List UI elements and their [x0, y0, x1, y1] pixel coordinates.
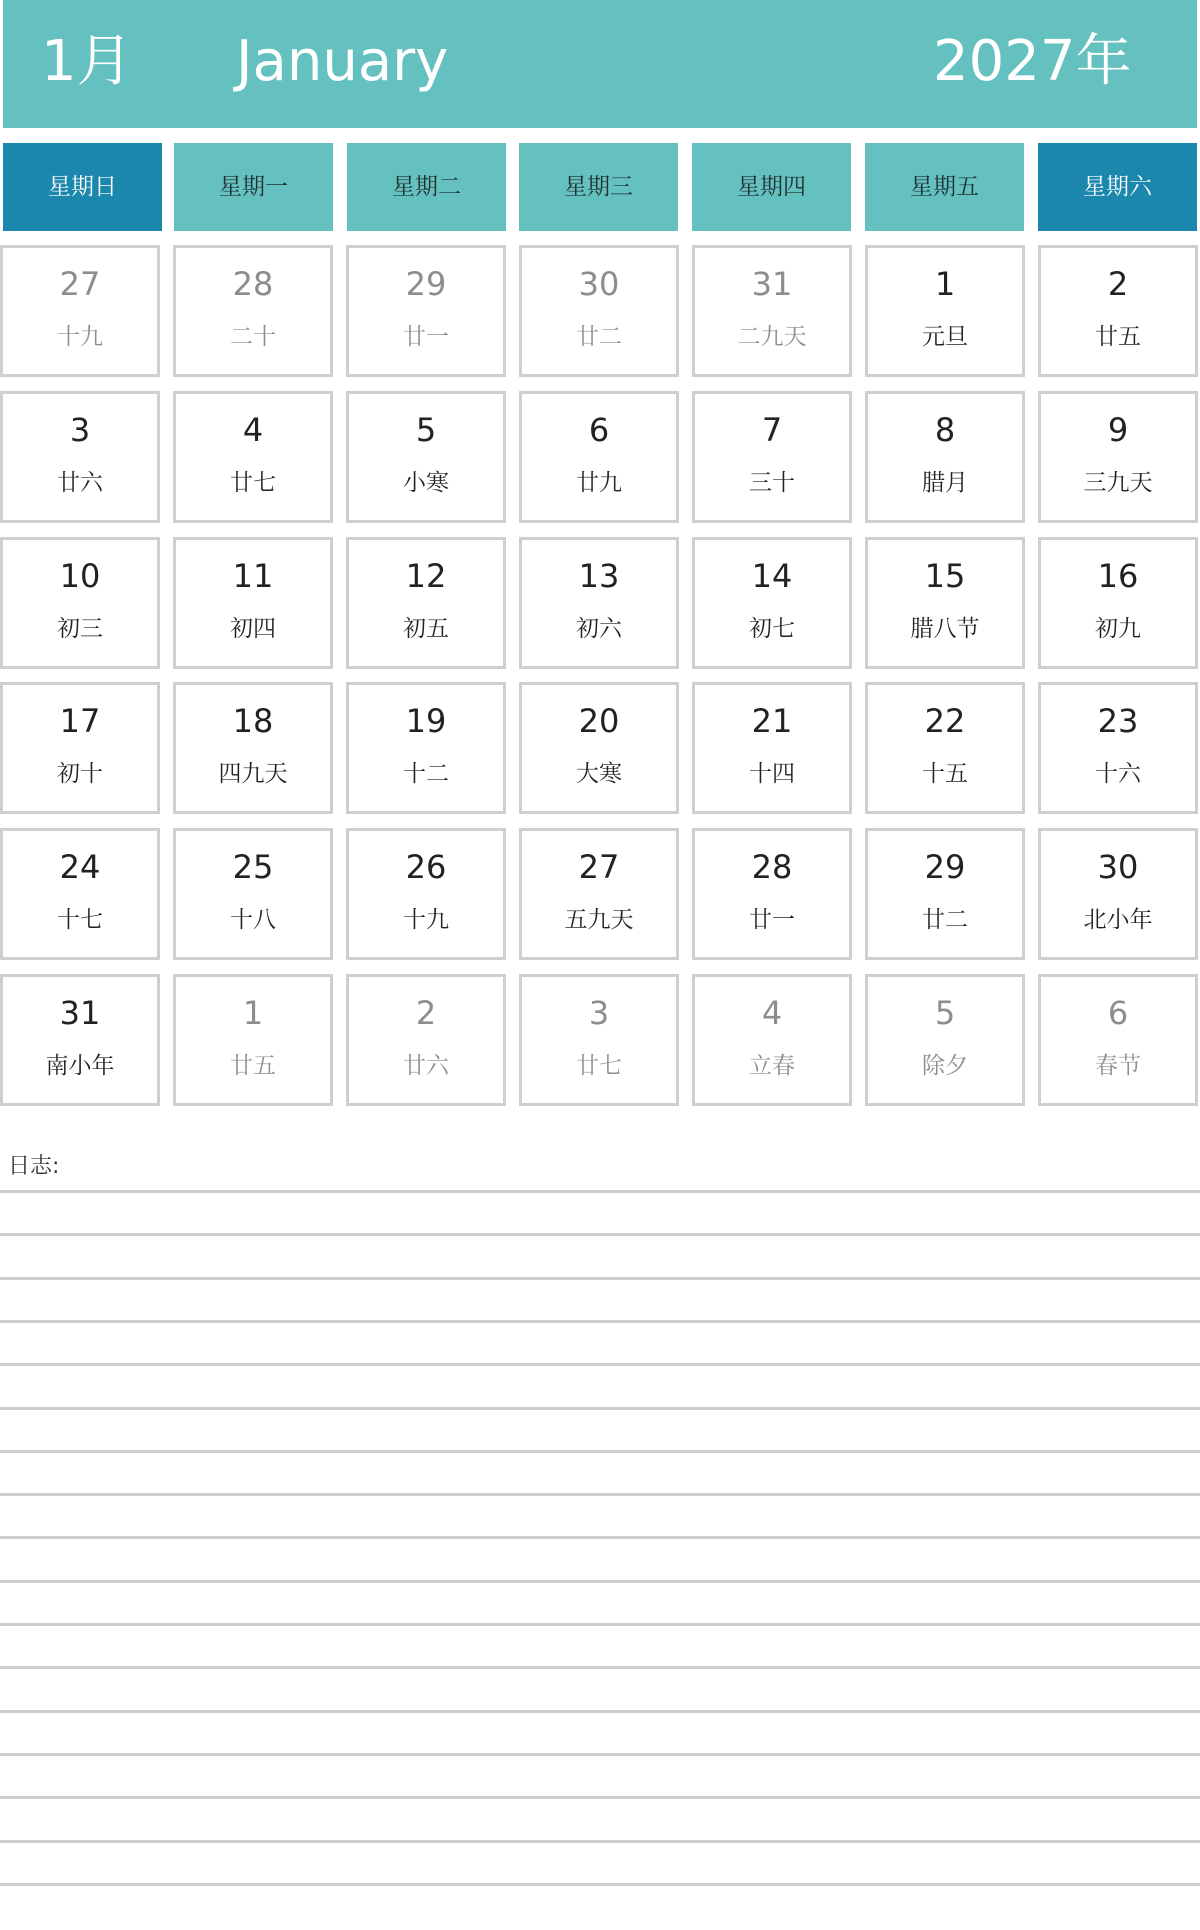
day-cell[interactable]	[519, 537, 679, 669]
day-number: 6	[1107, 994, 1129, 1032]
day-number: 20	[578, 702, 620, 740]
day-cell[interactable]	[173, 682, 333, 814]
notes-label: 日志:	[8, 1154, 60, 1179]
day-cell[interactable]	[346, 245, 506, 377]
day-cell[interactable]	[1038, 537, 1198, 669]
notes-ruled-line	[0, 1493, 1200, 1496]
lunar-date: 五九天	[564, 907, 634, 933]
day-cell[interactable]	[692, 391, 852, 523]
day-grid	[0, 245, 1200, 1107]
lunar-date: 初七	[749, 616, 795, 642]
day-number: 2	[415, 994, 437, 1032]
notes-ruled-line	[0, 1623, 1200, 1626]
day-number: 10	[59, 557, 101, 595]
lunar-date: 廿七	[576, 1053, 622, 1079]
day-number: 29	[924, 848, 966, 886]
day-cell[interactable]	[346, 974, 506, 1106]
day-cell[interactable]	[519, 391, 679, 523]
day-cell[interactable]	[692, 828, 852, 960]
day-cell[interactable]	[173, 537, 333, 669]
day-cell[interactable]	[1038, 682, 1198, 814]
notes-ruled-line	[0, 1320, 1200, 1323]
weekday-thursday: 星期四	[692, 143, 851, 231]
day-number: 1	[934, 265, 956, 303]
lunar-date: 二十	[230, 324, 276, 350]
lunar-date: 十九	[403, 907, 449, 933]
lunar-date: 廿二	[576, 324, 622, 350]
day-number: 5	[415, 411, 437, 449]
day-cell[interactable]	[173, 828, 333, 960]
day-number: 1	[242, 994, 264, 1032]
weekday-monday: 星期一	[174, 143, 333, 231]
lunar-date: 初六	[576, 616, 622, 642]
day-number: 8	[934, 411, 956, 449]
notes-ruled-line	[0, 1840, 1200, 1843]
lunar-date: 十四	[749, 761, 795, 787]
lunar-date: 除夕	[922, 1053, 968, 1079]
day-number: 9	[1107, 411, 1129, 449]
lunar-date: 十八	[230, 907, 276, 933]
year-label: 2027年	[933, 29, 1132, 94]
notes-ruled-line	[0, 1450, 1200, 1453]
day-number: 6	[588, 411, 610, 449]
notes-ruled-line	[0, 1407, 1200, 1410]
day-cell[interactable]	[173, 391, 333, 523]
lunar-date: 初四	[230, 616, 276, 642]
month-number: 1月	[41, 29, 133, 94]
day-cell[interactable]	[346, 537, 506, 669]
day-cell[interactable]	[173, 245, 333, 377]
day-cell[interactable]	[1038, 245, 1198, 377]
day-number: 17	[59, 702, 101, 740]
day-cell[interactable]	[865, 537, 1025, 669]
day-cell[interactable]	[346, 391, 506, 523]
day-number: 21	[751, 702, 793, 740]
day-cell[interactable]	[173, 974, 333, 1106]
day-number: 13	[578, 557, 620, 595]
weekday-saturday: 星期六	[1038, 143, 1197, 231]
month-header	[3, 0, 1197, 128]
day-cell[interactable]	[346, 828, 506, 960]
day-cell[interactable]	[865, 682, 1025, 814]
day-cell[interactable]	[865, 828, 1025, 960]
day-cell[interactable]	[692, 245, 852, 377]
notes-ruled-line	[0, 1796, 1200, 1799]
day-cell[interactable]	[1038, 828, 1198, 960]
day-number: 12	[405, 557, 447, 595]
month-english-name: January	[236, 29, 449, 94]
lunar-date: 廿五	[1095, 324, 1141, 350]
lunar-date: 三九天	[1083, 470, 1153, 496]
notes-ruled-line	[0, 1363, 1200, 1366]
day-cell[interactable]	[1038, 974, 1198, 1106]
notes-ruled-line	[0, 1666, 1200, 1669]
lunar-date: 廿五	[230, 1053, 276, 1079]
notes-ruled-line	[0, 1883, 1200, 1886]
day-number: 4	[761, 994, 783, 1032]
notes-ruled-line	[0, 1233, 1200, 1236]
lunar-date: 廿二	[922, 907, 968, 933]
lunar-date: 廿七	[230, 470, 276, 496]
day-number: 19	[405, 702, 447, 740]
weekday-sunday: 星期日	[3, 143, 162, 231]
day-cell[interactable]	[519, 828, 679, 960]
day-cell[interactable]	[865, 391, 1025, 523]
day-number: 29	[405, 265, 447, 303]
day-number: 30	[578, 265, 620, 303]
day-cell[interactable]	[692, 974, 852, 1106]
day-number: 27	[578, 848, 620, 886]
day-number: 3	[69, 411, 91, 449]
day-cell[interactable]	[0, 682, 160, 814]
day-number: 30	[1097, 848, 1139, 886]
lunar-date: 初九	[1095, 616, 1141, 642]
notes-ruled-line	[0, 1190, 1200, 1193]
day-number: 2	[1107, 265, 1129, 303]
lunar-date: 春节	[1095, 1053, 1141, 1079]
weekday-header-row	[0, 143, 1200, 231]
lunar-date: 廿九	[576, 470, 622, 496]
day-number: 4	[242, 411, 264, 449]
day-number: 25	[232, 848, 274, 886]
day-number: 28	[232, 265, 274, 303]
lunar-date: 廿六	[403, 1053, 449, 1079]
lunar-date: 十五	[922, 761, 968, 787]
lunar-date: 四九天	[218, 761, 288, 787]
day-cell[interactable]	[0, 537, 160, 669]
weekday-wednesday: 星期三	[519, 143, 678, 231]
day-number: 24	[59, 848, 101, 886]
weekday-tuesday: 星期二	[347, 143, 506, 231]
day-cell[interactable]	[865, 974, 1025, 1106]
lunar-date: 廿一	[403, 324, 449, 350]
day-cell[interactable]	[692, 537, 852, 669]
notes-ruled-line	[0, 1536, 1200, 1539]
lunar-date: 十七	[57, 907, 103, 933]
day-cell[interactable]	[0, 391, 160, 523]
lunar-date: 初五	[403, 616, 449, 642]
lunar-date: 腊月	[922, 470, 968, 496]
day-cell[interactable]	[519, 682, 679, 814]
lunar-date: 初十	[57, 761, 103, 787]
day-number: 5	[934, 994, 956, 1032]
lunar-date: 廿六	[57, 470, 103, 496]
day-cell[interactable]	[0, 974, 160, 1106]
lunar-date: 初三	[57, 616, 103, 642]
day-number: 31	[751, 265, 793, 303]
day-cell[interactable]	[1038, 391, 1198, 523]
day-cell[interactable]	[0, 828, 160, 960]
notes-ruled-line	[0, 1580, 1200, 1583]
lunar-date: 小寒	[403, 470, 449, 496]
notes-ruled-line	[0, 1753, 1200, 1756]
day-number: 15	[924, 557, 966, 595]
lunar-date: 南小年	[45, 1053, 115, 1079]
lunar-date: 二九天	[737, 324, 807, 350]
day-number: 14	[751, 557, 793, 595]
day-number: 3	[588, 994, 610, 1032]
day-number: 26	[405, 848, 447, 886]
day-number: 11	[232, 557, 274, 595]
weekday-friday: 星期五	[865, 143, 1024, 231]
day-number: 7	[761, 411, 783, 449]
lunar-date: 腊八节	[910, 616, 980, 642]
day-cell[interactable]	[692, 682, 852, 814]
lunar-date: 廿一	[749, 907, 795, 933]
day-number: 31	[59, 994, 101, 1032]
notes-ruled-line	[0, 1710, 1200, 1713]
lunar-date: 立春	[749, 1053, 795, 1079]
day-number: 27	[59, 265, 101, 303]
day-number: 23	[1097, 702, 1139, 740]
lunar-date: 十二	[403, 761, 449, 787]
lunar-date: 三十	[749, 470, 795, 496]
day-number: 22	[924, 702, 966, 740]
day-cell[interactable]	[0, 245, 160, 377]
lunar-date: 北小年	[1083, 907, 1153, 933]
day-number: 28	[751, 848, 793, 886]
lunar-date: 元旦	[922, 324, 968, 350]
notes-ruled-line	[0, 1277, 1200, 1280]
lunar-date: 十六	[1095, 761, 1141, 787]
lunar-date: 大寒	[576, 761, 622, 787]
day-cell[interactable]	[519, 245, 679, 377]
day-number: 16	[1097, 557, 1139, 595]
lunar-date: 十九	[57, 324, 103, 350]
day-cell[interactable]	[346, 682, 506, 814]
day-cell[interactable]	[519, 974, 679, 1106]
day-number: 18	[232, 702, 274, 740]
day-cell[interactable]	[865, 245, 1025, 377]
